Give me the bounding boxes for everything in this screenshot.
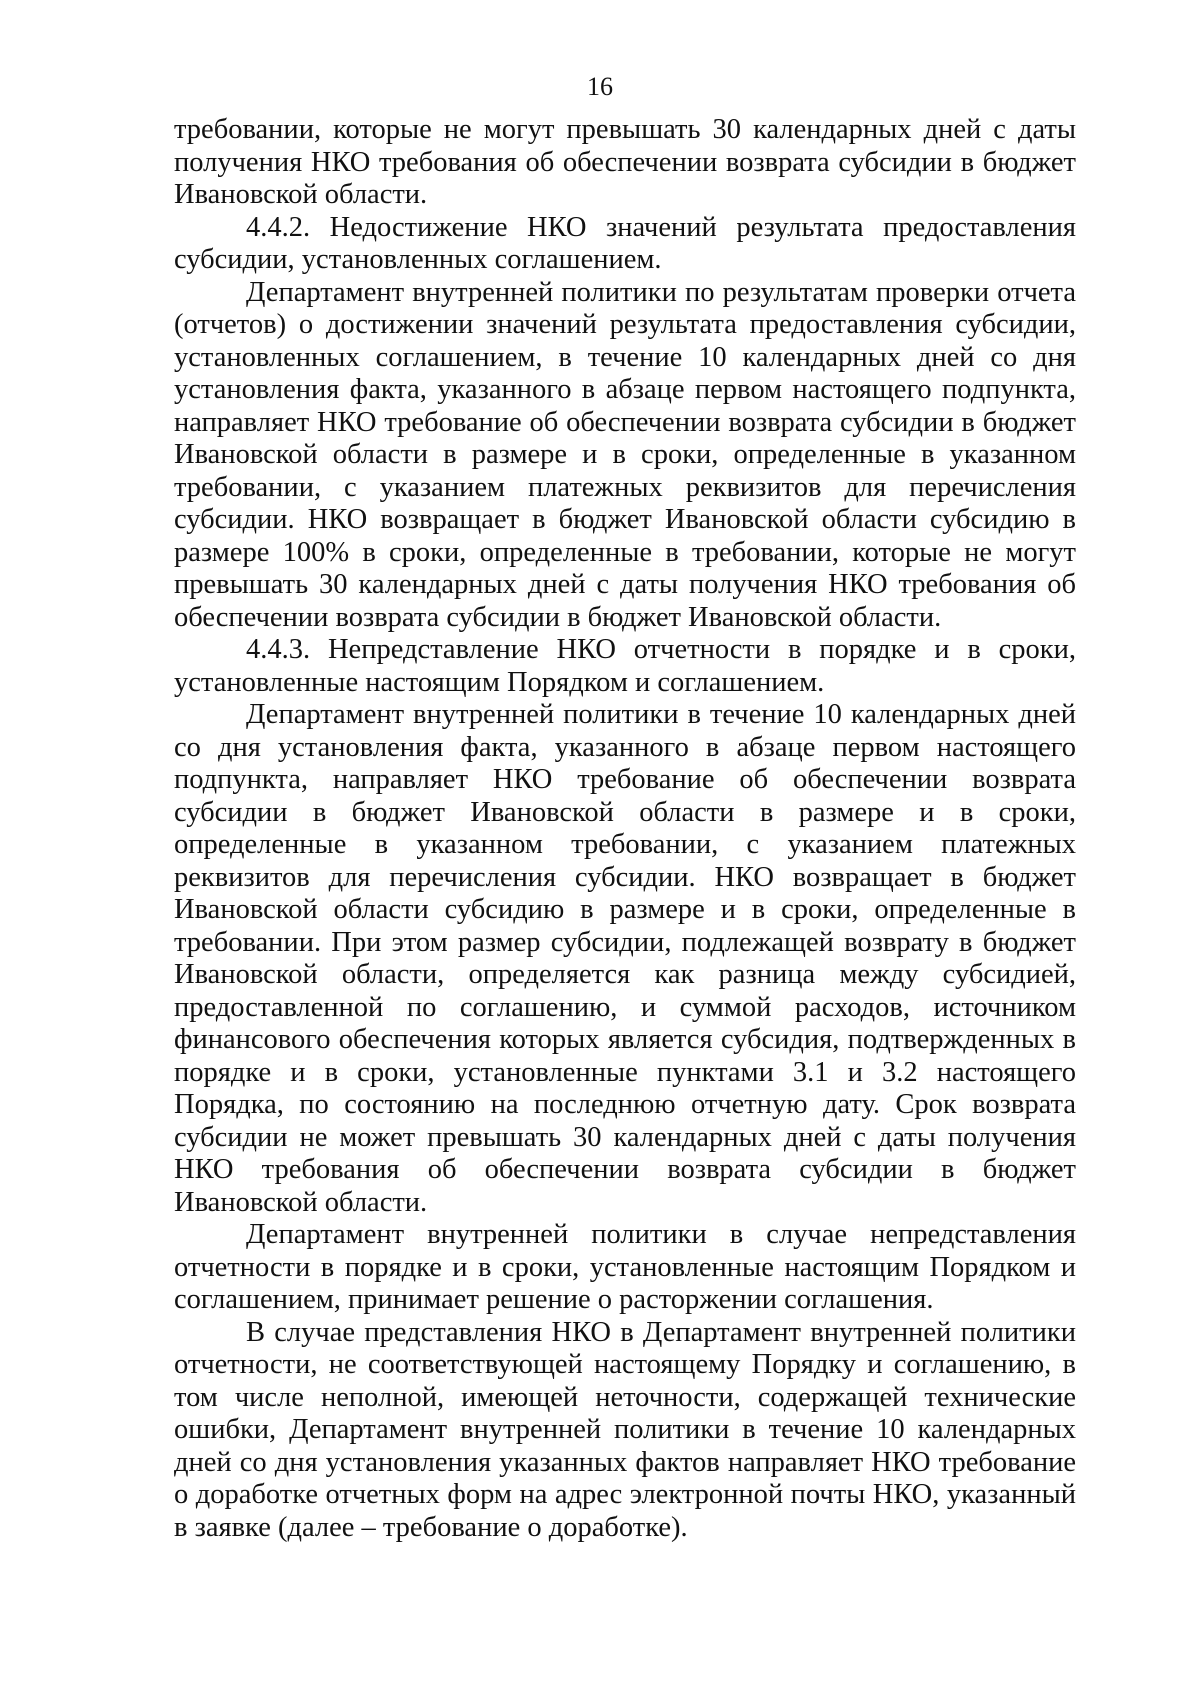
- paragraph-continuation: требовании, которые не могут превышать 30 календарных дней с даты получения НКО требования об обеспечении возврата субсидии в бюджет Ивановской области.: [174, 114, 1076, 210]
- page-number: 16: [587, 72, 613, 101]
- paragraph-termination: Департамент внутренней политики в случае непредставления отчетности в порядке и в сроки, установленные настоящим Порядком и соглашением, принимает решение о расторжении соглашения.: [174, 1219, 1076, 1315]
- paragraph-clause-4-4-2-procedure: Департамент внутренней политики по результатам проверки отчета (отчетов) о достижении значений результата предоставления субсидии, установленных соглашением, в течение 10 календарных дней со дня установления факта, указанного в абзаце первом настоящего подпункта, направляет НКО требование об обеспечении возврата субсидии в бюджет Ивановской области в размере и в сроки, определенные в указанном требовании, с указанием платежных реквизитов для перечисления субсидии. НКО возвращает в бюджет Ивановской области субсидию в размере 100% в сроки, определенные в требовании, которые не могут превышать 30 календарных дней с даты получения НКО требования об обеспечении возврата субсидии в бюджет Ивановской области.: [174, 276, 1076, 633]
- paragraph-clause-4-4-3-procedure: Департамент внутренней политики в течение 10 календарных дней со дня установления факта, указанного в абзаце первом настоящего подпункта, направляет НКО требование об обеспечении возврата субсидии в бюджет Ивановской области в размере и в сроки, определенные в указанном требовании, с указанием платежных реквизитов для перечисления субсидии. НКО возвращает в бюджет Ивановской области субсидию в размере и в сроки, определенные в требовании. При этом размер субсидии, подлежащей возврату в бюджет Ивановской области, определяется как разница между субсидией, предоставленной по соглашению, и суммой расходов, источником финансового обеспечения которых является субсидия, подтвержденных в порядке и в сроки, установленные пунктами 3.1 и 3.2 настоящего Порядка, по состоянию на последнюю отчетную дату. Срок возврата субсидии не может превышать 30 календарных дней с даты получения НКО требования об обеспечении возврата субсидии в бюджет Ивановской области.: [174, 699, 1076, 1218]
- document-body: [174, 114, 1076, 1544]
- paragraph-clause-4-4-3: 4.4.3. Непредставление НКО отчетности в порядке и в сроки, установленные настоящим Порядком и соглашением.: [174, 634, 1076, 698]
- paragraph-revision-request: В случае представления НКО в Департамент внутренней политики отчетности, не соответствующей настоящему Порядку и соглашению, в том числе неполной, имеющей неточности, содержащей технические ошибки, Департамент внутренней политики в течение 10 календарных дней со дня установления указанных фактов направляет НКО требование о доработке отчетных форм на адрес электронной почты НКО, указанный в заявке (далее – требование о доработке).: [174, 1316, 1076, 1543]
- paragraph-clause-4-4-2: 4.4.2. Недостижение НКО значений результата предоставления субсидии, установленных соглашением.: [174, 211, 1076, 275]
